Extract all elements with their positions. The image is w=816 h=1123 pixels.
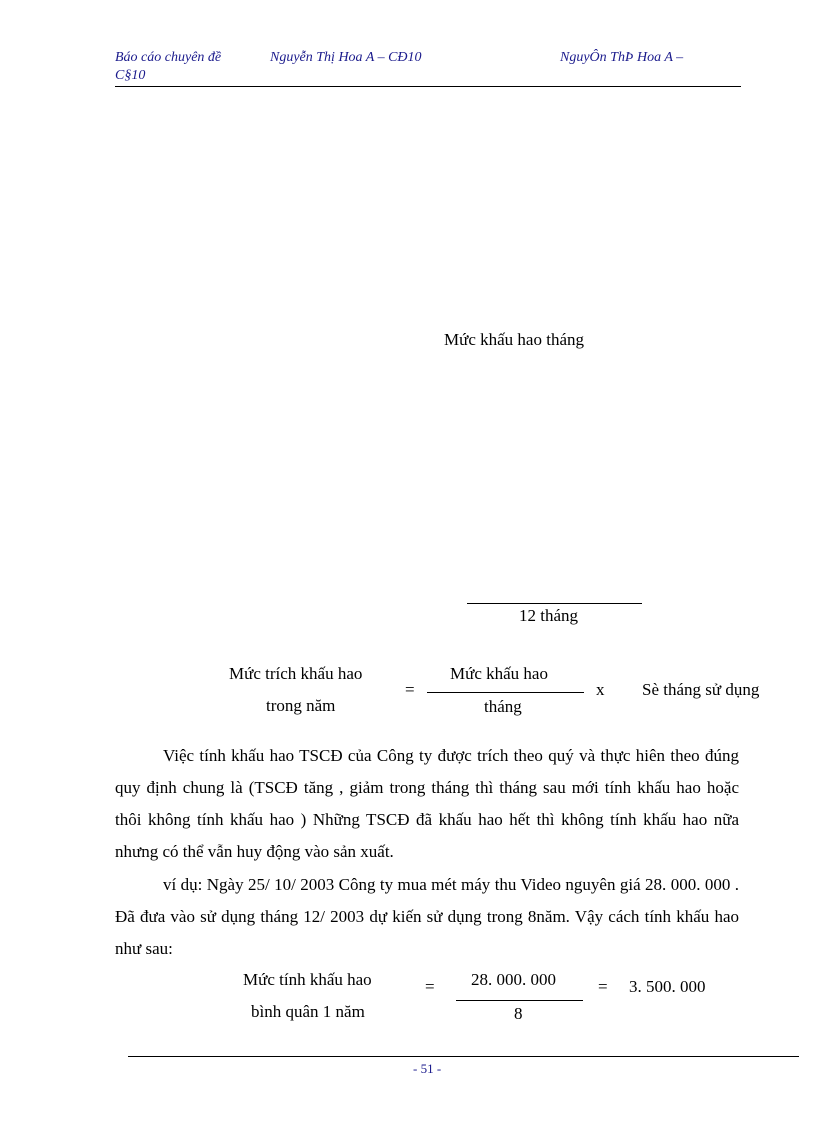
paragraph-example: ví dụ: Ngày 25/ 10/ 2003 Công ty mua mét máy thu Video nguyên giá 28. 000. 000 . Đã đưa vào sử dụng tháng 12/ 2003 dự kiến sử dụng trong 8năm. Vậy cách tính khấu hao như sau: [115, 875, 739, 958]
yearly-formula-times: x [596, 680, 605, 699]
example-formula-equals-1: = [425, 977, 435, 996]
example-formula-lhs-line1: Mức tính khấu hao [243, 970, 372, 989]
header-author: Nguyễn Thị Hoa A – CĐ10 [270, 50, 422, 65]
example-formula-fraction-bar [456, 1000, 583, 1001]
example-formula-equals-2: = [598, 977, 608, 996]
yearly-formula-fraction-bar [427, 692, 584, 693]
yearly-formula-rhs: Sè tháng sử dụng [642, 680, 760, 699]
yearly-formula-numerator: Mức khấu hao [450, 664, 548, 683]
header-author-garbled: NguyÔn ThÞ Hoa A – [560, 50, 684, 65]
monthly-formula-denominator: 12 tháng [519, 606, 579, 625]
header-rule [115, 86, 741, 87]
yearly-formula-equals: = [405, 680, 415, 699]
monthly-formula-fraction-bar [467, 603, 642, 604]
monthly-formula-numerator: Mức khấu hao tháng [444, 330, 584, 349]
yearly-formula-lhs-line1: Mức trích khấu hao [229, 664, 363, 683]
paragraph-depreciation-policy: Việc tính khấu hao TSCĐ của Công ty được trích theo quý và thực hiên theo đúng quy định chung là (TSCĐ tăng , giảm trong tháng thì tháng sau mới tính khấu hao hoặc thôi không tính khấu hao ) Những TSCĐ đã khấu hao hết thì không tính khấu hao nữa nhưng có thể vẫn huy động vào sản xuất. [115, 746, 739, 861]
example-formula-denominator: 8 [514, 1004, 523, 1023]
page-number: - 51 - [413, 1061, 442, 1076]
example-formula-lhs-line2: bình quân 1 năm [251, 1002, 365, 1021]
example-formula-numerator: 28. 000. 000 [471, 970, 556, 989]
header-title-continued: C§10 [115, 68, 146, 83]
example-formula-result: 3. 500. 000 [629, 977, 706, 996]
header-title: Báo cáo chuyên đề [115, 50, 222, 65]
footer-rule [128, 1056, 799, 1057]
yearly-formula-denominator: tháng [484, 697, 522, 716]
yearly-formula-lhs-line2: trong năm [266, 696, 336, 715]
